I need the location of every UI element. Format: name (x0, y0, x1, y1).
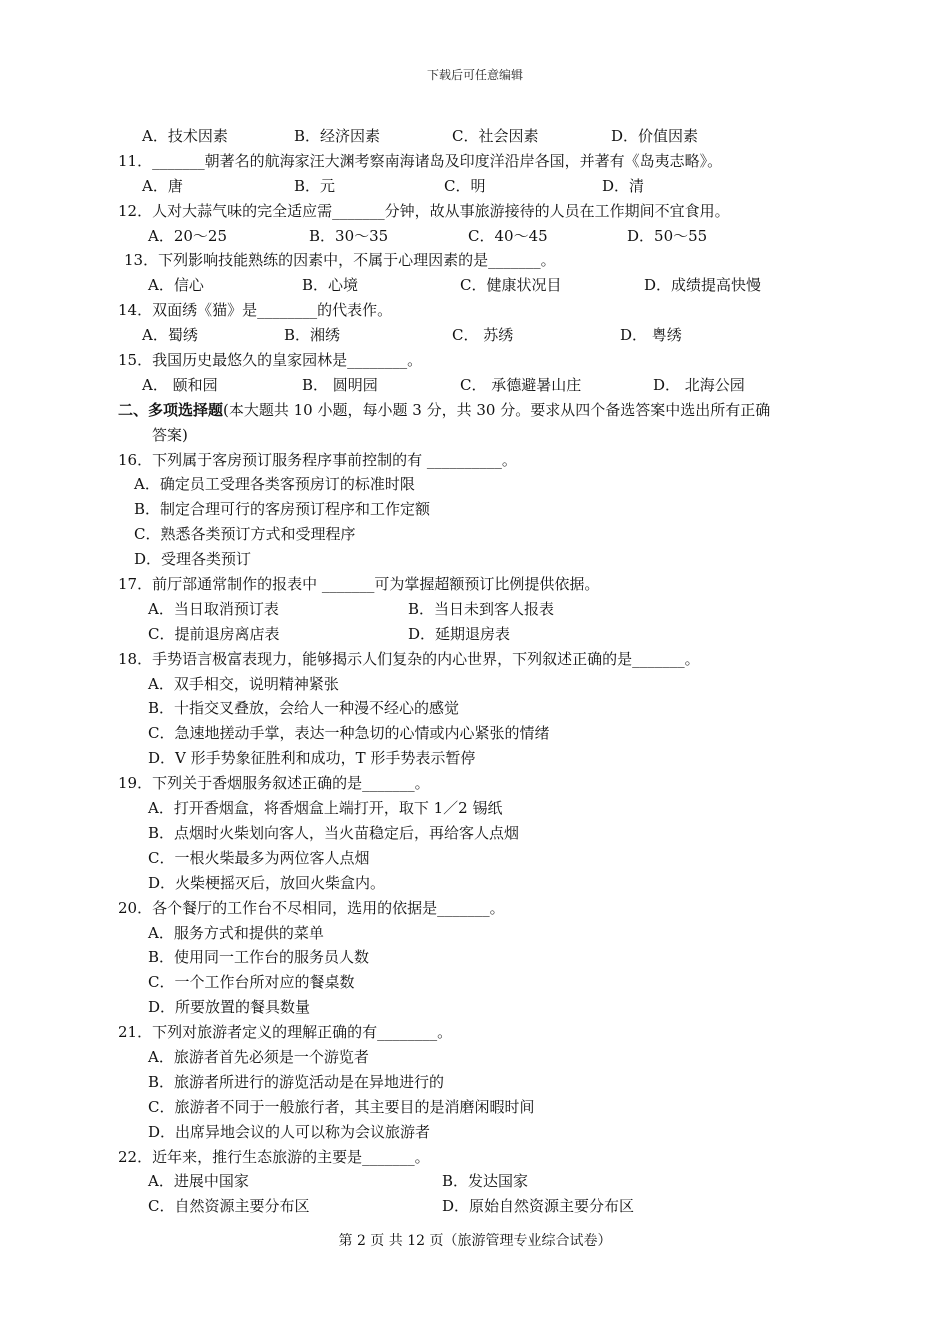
question-options (118, 1169, 848, 1194)
option: D．50～55 (627, 226, 708, 245)
question-stem: 11．_______朝著名的航海家汪大渊考察南海诸岛及印度洋沿岸各国，并著有《岛夷志略》。 (118, 151, 723, 170)
exam-content (118, 124, 848, 1219)
option: D． 粤绣 (620, 326, 682, 345)
option: D．火柴梗摇灭后，放回火柴盒内。 (148, 873, 386, 892)
option: B．使用同一工作台的服务员人数 (148, 948, 370, 967)
question-stem: 14．双面绣《猫》是________的代表作。 (118, 301, 393, 320)
option: A． 颐和园 (142, 375, 218, 394)
question-options (118, 323, 848, 348)
question-stem: 22．近年来，推行生态旅游的主要是_______。 (118, 1147, 430, 1166)
option: B．旅游者所进行的游览活动是在异地进行的 (148, 1072, 445, 1091)
option: D．成绩提高快慢 (644, 276, 762, 295)
option: C． 承德避暑山庄 (460, 375, 582, 394)
page-footer: 第 2 页 共 12 页（旅游管理专业综合试卷） (338, 1233, 612, 1249)
option: D．价值因素 (611, 127, 699, 145)
option: B．制定合理可行的客房预订程序和工作定额 (134, 500, 431, 519)
option: C．自然资源主要分布区 (148, 1197, 310, 1216)
section-description: (本大题共 10 小题，每小题 3 分，共 30 分。要求从四个备选答案中选出所有正确 (223, 400, 771, 419)
section-heading (118, 398, 848, 423)
option: C．一个工作台所对应的餐桌数 (148, 973, 355, 992)
option: D．延期退房表 (408, 624, 511, 643)
question-stem: 21．下列对旅游者定义的理解正确的有________。 (118, 1023, 453, 1042)
q10-options (118, 124, 848, 149)
section-description-cont: 答案) (152, 425, 188, 444)
option: B．经济因素 (294, 127, 381, 145)
question-stem: 16．下列属于客房预订服务程序事前控制的有 __________。 (118, 450, 517, 469)
option: C．一根火柴最多为两位客人点烟 (148, 848, 370, 867)
question-stem: 18．手势语言极富表现力，能够揭示人们复杂的内心世界，下列叙述正确的是_______。 (118, 649, 700, 668)
option: A．蜀绣 (142, 326, 198, 345)
option: C．急速地搓动手掌，表达一种急切的心情或内心紧张的情绪 (148, 724, 550, 743)
option: C．社会因素 (452, 127, 539, 145)
question-options (118, 174, 848, 199)
option: D． 北海公园 (653, 375, 745, 394)
question-stem: 12．人对大蒜气味的完全适应需_______分钟，故从事旅游接待的人员在工作期间不宜食用。 (118, 201, 730, 220)
option: C．健康状况目 (460, 276, 562, 295)
question-options (118, 373, 848, 398)
option: A．旅游者首先必须是一个游览者 (148, 1047, 369, 1066)
option: C．旅游者不同于一般旅行者，其主要目的是消磨闲暇时间 (148, 1097, 535, 1116)
option: A．服务方式和提供的菜单 (148, 923, 324, 942)
option: D．V 形手势象征胜利和成功，T 形手势表示暂停 (148, 749, 476, 768)
question-options (118, 1194, 848, 1219)
option: A．打开香烟盒，将香烟盒上端打开，取下 1／2 锡纸 (148, 799, 503, 818)
option: B．湘绣 (284, 326, 341, 345)
option: B．30～35 (309, 226, 389, 245)
option: B．当日未到客人报表 (408, 599, 555, 618)
option: D．受理各类预订 (134, 550, 252, 569)
option: B．心境 (302, 276, 359, 295)
option: A．双手相交，说明精神紧张 (148, 674, 339, 693)
option: C．40～45 (468, 226, 548, 245)
question-stem: 15．我国历史最悠久的皇家园林是________。 (118, 351, 423, 370)
option: A．唐 (142, 176, 183, 195)
option: A．信心 (148, 276, 204, 295)
option: D．所要放置的餐具数量 (148, 998, 311, 1017)
option: C．熟悉各类预订方式和受理程序 (134, 525, 356, 544)
option: A．当日取消预订表 (148, 599, 279, 618)
option: B． 圆明园 (302, 375, 378, 394)
option: B．元 (294, 176, 336, 195)
question-options (118, 273, 848, 298)
option: D．清 (602, 176, 645, 195)
option: C． 苏绣 (452, 326, 514, 345)
section-title: 二、多项选择题 (118, 400, 224, 419)
question-options (118, 597, 848, 622)
option: C．提前退房离店表 (148, 624, 280, 643)
option: B．点烟时火柴划向客人，当火苗稳定后，再给客人点烟 (148, 823, 520, 842)
page-header: 下载后可任意编辑 (426, 68, 523, 82)
option: C．明 (444, 176, 486, 195)
option: A．20～25 (148, 226, 228, 245)
option: D．出席异地会议的人可以称为会议旅游者 (148, 1122, 431, 1141)
option: A．进展中国家 (148, 1172, 249, 1191)
option: A．技术因素 (142, 127, 228, 145)
option: A．确定员工受理各类客预房订的标准时限 (134, 475, 415, 494)
question-stem: 13．下列影响技能熟练的因素中，不属于心理因素的是_______。 (124, 251, 556, 270)
question-options (118, 622, 848, 647)
option: D．原始自然资源主要分布区 (442, 1197, 635, 1216)
question-stem: 20．各个餐厅的工作台不尽相同，选用的依据是_______。 (118, 898, 505, 917)
question-stem: 17．前厅部通常制作的报表中 _______可为掌握超额预订比例提供依据。 (118, 575, 600, 594)
question-stem: 19．下列关于香烟服务叙述正确的是_______。 (118, 774, 430, 793)
option: B．十指交叉叠放，会给人一种漫不经心的感觉 (148, 699, 460, 718)
question-options (118, 224, 848, 249)
option: B．发达国家 (442, 1172, 529, 1191)
